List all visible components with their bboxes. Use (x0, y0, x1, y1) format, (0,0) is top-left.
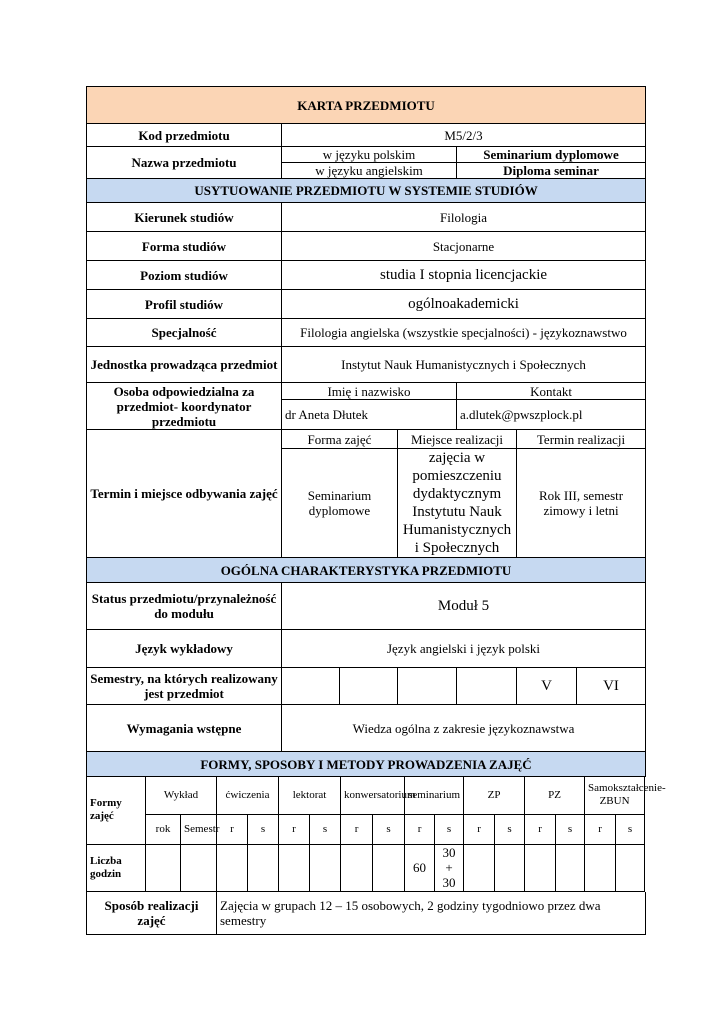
liczba-cell (279, 844, 310, 891)
sub-header: r (217, 814, 248, 844)
liczba-cell (464, 844, 495, 891)
course-card (86, 86, 666, 935)
jednostka-label: Jednostka prowadząca przedmiot (87, 347, 282, 383)
osoba-name-header: Imię i nazwisko (282, 383, 457, 400)
wymagania-label: Wymagania wstępne (87, 705, 282, 752)
forma-type: konwersatorium (341, 777, 405, 814)
sub-header: s (248, 814, 279, 844)
sub-header: s (616, 814, 645, 844)
osoba-contact-header: Kontakt (457, 383, 646, 400)
sub-header: r (585, 814, 616, 844)
sposob-label: Sposób realizacji zajęć (87, 892, 217, 935)
nazwa-pl-label: w języku polskim (282, 147, 457, 163)
semestr-cell (457, 668, 517, 705)
section-charakterystyka: OGÓLNA CHARAKTERYSTYKA PRZEDMIOTU (87, 558, 646, 583)
sub-header: r (279, 814, 310, 844)
sub-header: r (464, 814, 495, 844)
liczba-cell (373, 844, 405, 891)
jezyk-value: Język angielski i język polski (282, 630, 646, 668)
sub-header: rok (146, 814, 181, 844)
specjalnosc-value: Filologia angielska (wszystkie specjalności) - językoznawstwo (282, 319, 646, 347)
termin-v3: Rok III, semestr zimowy i letni (517, 449, 646, 558)
osoba-contact[interactable]: a.dlutek@pwszplock.pl (457, 400, 646, 430)
liczba-cell (525, 844, 556, 891)
liczba-label: Liczba godzin (87, 844, 146, 891)
formy-table (86, 777, 666, 892)
status-value: Moduł 5 (282, 583, 646, 630)
course-card-table (86, 86, 646, 777)
semestr-cell: V (517, 668, 577, 705)
termin-h1: Forma zajęć (282, 430, 398, 449)
sub-header: s (373, 814, 405, 844)
liczba-cell (616, 844, 645, 891)
semestr-cell (340, 668, 398, 705)
kod-value: M5/2/3 (282, 124, 646, 147)
sub-header: r (525, 814, 556, 844)
termin-label: Termin i miejsce odbywania zajęć (87, 430, 282, 558)
liczba-cell (495, 844, 525, 891)
jezyk-label: Język wykładowy (87, 630, 282, 668)
sposob-table (86, 892, 646, 936)
forma-type: ćwiczenia (217, 777, 279, 814)
status-label: Status przedmiotu/przynależność do modułu (87, 583, 282, 630)
card-title: KARTA PRZEDMIOTU (87, 87, 646, 124)
kierunek-value: Filologia (282, 203, 646, 232)
sub-header: r (405, 814, 435, 844)
poziom-label: Poziom studiów (87, 261, 282, 290)
forma-type: lektorat (279, 777, 341, 814)
sub-header: s (495, 814, 525, 844)
nazwa-en-value: Diploma seminar (457, 163, 646, 179)
jednostka-value: Instytut Nauk Humanistycznych i Społecznych (282, 347, 646, 383)
poziom-value: studia I stopnia licencjackie (282, 261, 646, 290)
forma-type: ZP (464, 777, 525, 814)
section-formy: FORMY, SPOSOBY I METODY PROWADZENIA ZAJĘĆ (87, 752, 646, 777)
liczba-cell: 60 (405, 844, 435, 891)
formy-label: Formy zajęć (87, 777, 146, 844)
section-usytuowanie: USYTUOWANIE PRZEDMIOTU W SYSTEMIE STUDIÓW (87, 179, 646, 203)
forma-type: Samokształcenie-ZBUN (585, 777, 645, 814)
semestry-label: Semestry, na których realizowany jest przedmiot (87, 668, 282, 705)
forma-type: seminarium (405, 777, 464, 814)
forma-type: PZ (525, 777, 585, 814)
liczba-cell (310, 844, 341, 891)
kierunek-label: Kierunek studiów (87, 203, 282, 232)
forma-value: Stacjonarne (282, 232, 646, 261)
sub-header: Semestr (181, 814, 217, 844)
liczba-cell (217, 844, 248, 891)
forma-type: Wykład (146, 777, 217, 814)
profil-label: Profil studiów (87, 290, 282, 319)
semestr-cell: VI (577, 668, 646, 705)
liczba-cell (556, 844, 585, 891)
specjalnosc-label: Specjalność (87, 319, 282, 347)
sub-header: r (341, 814, 373, 844)
semestr-cell (398, 668, 457, 705)
liczba-cell (248, 844, 279, 891)
termin-v1: Seminarium dyplomowe (282, 449, 398, 558)
semestr-cell (282, 668, 340, 705)
nazwa-en-label: w języku angielskim (282, 163, 457, 179)
osoba-name: dr Aneta Dłutek (282, 400, 457, 430)
nazwa-pl-value: Seminarium dyplomowe (457, 147, 646, 163)
wymagania-value: Wiedza ogólna z zakresie językoznawstwa (282, 705, 646, 752)
sub-header: s (435, 814, 464, 844)
liczba-cell (341, 844, 373, 891)
termin-h3: Termin realizacji (517, 430, 646, 449)
kod-label: Kod przedmiotu (87, 124, 282, 147)
termin-h2: Miejsce realizacji (398, 430, 517, 449)
termin-v2: zajęcia w pomieszczeniu dydaktycznym Instytutu Nauk Humanistycznych i Społecznych (398, 449, 517, 558)
liczba-cell (585, 844, 616, 891)
liczba-cell: 30 + 30 (435, 844, 464, 891)
profil-value: ogólnoakademicki (282, 290, 646, 319)
liczba-cell (146, 844, 181, 891)
sposob-value: Zajęcia w grupach 12 – 15 osobowych, 2 godziny tygodniowo przez dwa semestry (217, 892, 646, 935)
sub-header: s (556, 814, 585, 844)
nazwa-label: Nazwa przedmiotu (87, 147, 282, 179)
liczba-cell (181, 844, 217, 891)
sub-header: s (310, 814, 341, 844)
osoba-label: Osoba odpowiedzialna za przedmiot- koordynator przedmiotu (87, 383, 282, 430)
forma-label: Forma studiów (87, 232, 282, 261)
